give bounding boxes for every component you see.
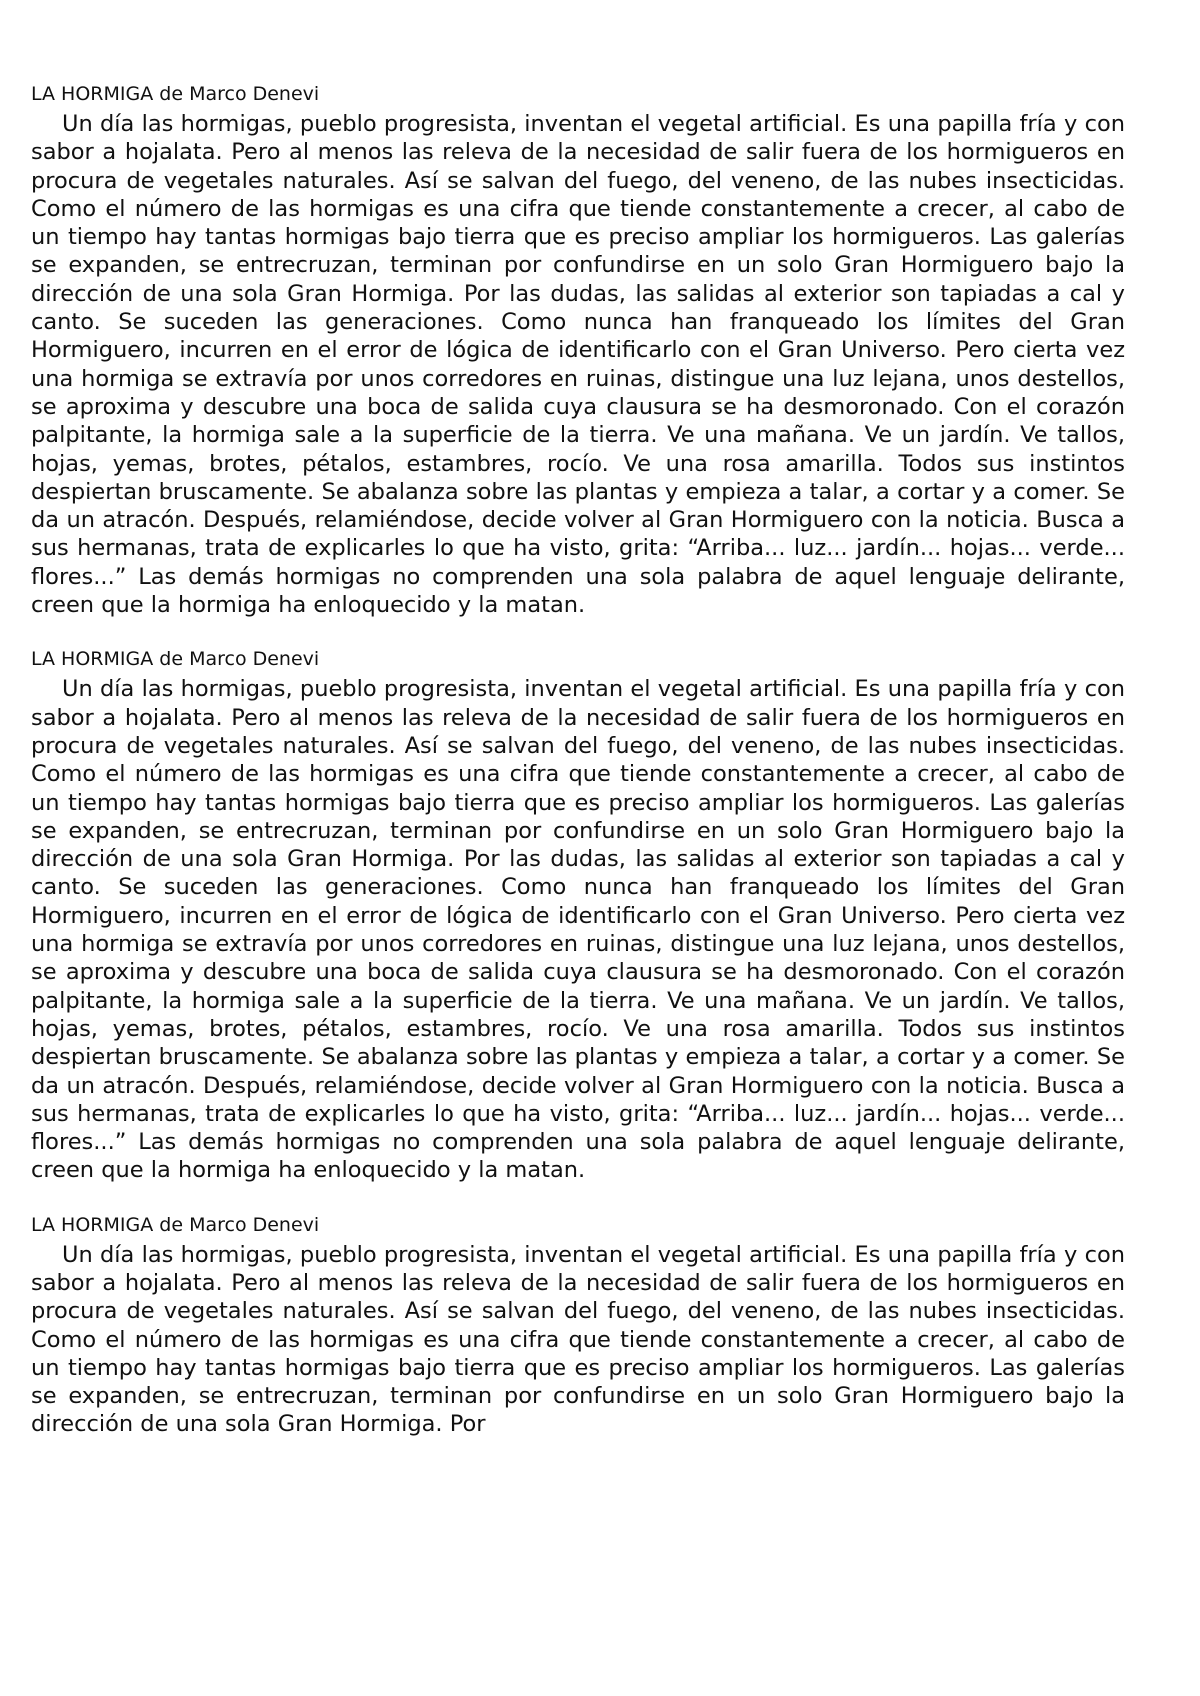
story-section-3: [31, 1213, 1125, 1439]
story-heading: [31, 647, 1125, 671]
story-byline: de Marco Denevi: [153, 83, 320, 105]
story-heading: [31, 1213, 1125, 1237]
story-section-2: [31, 647, 1125, 1184]
story-heading: [31, 82, 1125, 106]
story-title: LA HORMIGA: [31, 648, 154, 671]
story-title: LA HORMIGA: [31, 1213, 154, 1236]
story-title: LA HORMIGA: [31, 83, 154, 105]
story-byline: de Marco Denevi: [153, 1213, 320, 1236]
story-byline: de Marco Denevi: [153, 648, 320, 671]
document-page: [31, 82, 1125, 1467]
story-body: Un día las hormigas, pueblo progresista, inventan el vegetal artificial. Es una papilla fría y con sabor a hojalata. Pero al menos las releva de la necesidad de salir fuera de los hormigueros en procura de vegetales naturales. Así se salvan del fuego, del veneno, de las nubes insecticidas. Como el número de las hormigas es una cifra que tiende constantemente a crecer, al cabo de un tiempo hay tantas hormigas bajo tierra que es preciso ampliar los hormigueros. Las galerías se expanden, se entrecruzan, terminan por confundirse en un solo Gran Hormiguero bajo la dirección de una sola Gran Hormiga. Por las dudas, las salidas al exterior son tapiadas a cal y canto. Se suceden las generaciones. Como nunca han franqueado los límites del Gran Hormiguero, incurren en el error de lógica de identificarlo con el Gran Universo. Pero cierta vez una hormiga se extravía por unos corredores en ruinas, distingue una luz lejana, unos destellos, se aproxima y descubre una boca de salida cuya clausura se ha desmoronado. Con el corazón palpitante, la hormiga sale a la superficie de la tierra. Ve una mañana. Ve un jardín. Ve tallos, hojas, yemas, brotes, pétalos, estambres, rocío. Ve una rosa amarilla. Todos sus instintos despiertan bruscamente. Se abalanza sobre las plantas y empieza a talar, a cortar y a comer. Se da un atracón. Después, relamiéndose, decide volver al Gran Hormiguero con la noticia. Busca a sus hermanas, trata de explicarles lo que ha visto, grita: “Arriba... luz... jardín... hojas... verde... flores...” Las demás hormigas no comprenden una sola palabra de aquel lenguaje delirante, creen que la hormiga ha enloquecido y la matan.: [31, 111, 1125, 619]
story-section-1: [31, 82, 1125, 619]
story-body: Un día las hormigas, pueblo progresista, inventan el vegetal artificial. Es una papilla fría y con sabor a hojalata. Pero al menos las releva de la necesidad de salir fuera de los hormigueros en procura de vegetales naturales. Así se salvan del fuego, del veneno, de las nubes insecticidas. Como el número de las hormigas es una cifra que tiende constantemente a crecer, al cabo de un tiempo hay tantas hormigas bajo tierra que es preciso ampliar los hormigueros. Las galerías se expanden, se entrecruzan, terminan por confundirse en un solo Gran Hormiguero bajo la dirección de una sola Gran Hormiga. Por: [31, 1241, 1125, 1438]
story-body: Un día las hormigas, pueblo progresista, inventan el vegetal artificial. Es una papilla fría y con sabor a hojalata. Pero al menos las releva de la necesidad de salir fuera de los hormigueros en procura de vegetales naturales. Así se salvan del fuego, del veneno, de las nubes insecticidas. Como el número de las hormigas es una cifra que tiende constantemente a crecer, al cabo de un tiempo hay tantas hormigas bajo tierra que es preciso ampliar los hormigueros. Las galerías se expanden, se entrecruzan, terminan por confundirse en un solo Gran Hormiguero bajo la dirección de una sola Gran Hormiga. Por las dudas, las salidas al exterior son tapiadas a cal y canto. Se suceden las generaciones. Como nunca han franqueado los límites del Gran Hormiguero, incurren en el error de lógica de identificarlo con el Gran Universo. Pero cierta vez una hormiga se extravía por unos corredores en ruinas, distingue una luz lejana, unos destellos, se aproxima y descubre una boca de salida cuya clausura se ha desmoronado. Con el corazón palpitante, la hormiga sale a la superficie de la tierra. Ve una mañana. Ve un jardín. Ve tallos, hojas, yemas, brotes, pétalos, estambres, rocío. Ve una rosa amarilla. Todos sus instintos despiertan bruscamente. Se abalanza sobre las plantas y empieza a talar, a cortar y a comer. Se da un atracón. Después, relamiéndose, decide volver al Gran Hormiguero con la noticia. Busca a sus hermanas, trata de explicarles lo que ha visto, grita: “Arriba... luz... jardín... hojas... verde... flores...” Las demás hormigas no comprenden una sola palabra de aquel lenguaje delirante, creen que la hormiga ha enloquecido y la matan.: [31, 676, 1125, 1184]
